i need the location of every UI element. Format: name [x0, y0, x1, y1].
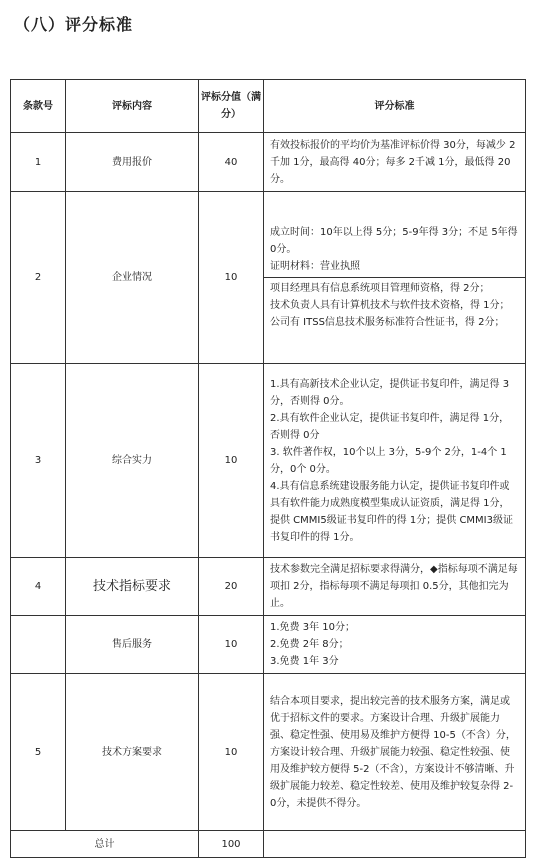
- criteria-line: 1.免费 3年 10分；: [270, 622, 355, 633]
- criteria-line: 2.免费 2年 8分；: [270, 639, 349, 650]
- evaluation-content: 售后服务: [66, 616, 199, 674]
- score-value: 10: [199, 674, 264, 831]
- total-label: 总计: [11, 831, 199, 858]
- header-clause-no: 条款号: [11, 80, 66, 133]
- criteria-line: 证明材料：营业执照: [270, 261, 360, 272]
- criteria-line: 公司有 ITSS信息技术服务标准符合性证书，得 2分；: [270, 317, 505, 328]
- clause-no: 2: [11, 192, 66, 364]
- clause-no: [11, 616, 66, 674]
- table-row: [11, 133, 526, 192]
- header-content: 评标内容: [66, 80, 199, 133]
- score-value: 10: [199, 364, 264, 558]
- total-empty-cell: [264, 831, 526, 858]
- clause-no: 1: [11, 133, 66, 192]
- clause-no: 5: [11, 674, 66, 831]
- header-criteria: 评分标准: [264, 80, 526, 133]
- criteria-text: 结合本项目要求，提出较完善的技术服务方案，满足或优于招标文件的要求。方案设计合理、升级扩展能力强、稳定性强、使用易及维护方便得 10-5（不含）分，方案设计较合理、升级扩展能力较强、稳定性较强、使用及维护较方便得 5-2（不含），方案设计不够清晰、升级扩展能力较差、稳定性较差、使用及维护较复杂得 2-0分，未提供不得分。: [264, 674, 526, 831]
- section-title: （八）评分标准: [14, 15, 134, 34]
- clause-no: 4: [11, 558, 66, 616]
- criteria-line: 4.具有信息系统建设服务能力认定，提供证书复印件或具有软件能力成熟度模型集成认证资质，满足得 1分，提供 CMMI5级证书复印件的得 1分；提供 CMMI3级证书复印件的得 1分。: [270, 480, 513, 543]
- criteria-text: 技术参数完全满足招标要求得满分，◆指标每项不满足每项扣 2分，指标每项不满足每项扣 0.5分，其他扣完为止。: [264, 558, 526, 616]
- score-value: 10: [199, 616, 264, 674]
- score-value: 20: [199, 558, 264, 616]
- clause-no: 3: [11, 364, 66, 558]
- table-header-row: [11, 80, 526, 133]
- evaluation-content: 费用报价: [66, 133, 199, 192]
- evaluation-content: 综合实力: [66, 364, 199, 558]
- table-row: [11, 674, 526, 831]
- criteria-line: 3. 软件著作权，10个以上 3分，5-9个 2分，1-4个 1分，0个 0分。: [270, 446, 507, 475]
- table-row: [11, 558, 526, 616]
- total-row: [11, 831, 526, 858]
- score-value: 10: [199, 192, 264, 364]
- score-value: 40: [199, 133, 264, 192]
- criteria-line: 项目经理具有信息系统项目管理师资格，得 2分；: [270, 283, 490, 294]
- evaluation-content: 技术指标要求: [66, 558, 199, 616]
- criteria-line: 成立时间：10年以上得 5分；5-9年得 3分；不足 5年得 0分。: [270, 227, 518, 255]
- table-row: [11, 616, 526, 674]
- criteria-line: 技术负责人具有计算机技术与软件技术资格，得 1分；: [270, 300, 510, 311]
- criteria-text: 有效投标报价的平均价为基准评标价得 30分，每减少 2千加 1分，最高得 40分；每多 2千减 1分，最低得 20分。: [264, 133, 526, 192]
- table-row: [11, 364, 526, 558]
- criteria-line: 2.具有软件企业认定，提供证书复印件，满足得 1分，否则得 0分: [270, 412, 510, 441]
- header-score: 评标分值（满分）: [199, 80, 264, 133]
- total-score: 100: [199, 831, 264, 858]
- evaluation-content: 企业情况: [66, 192, 199, 364]
- criteria-line: 3.免费 1年 3分: [270, 656, 339, 667]
- scoring-table: [10, 79, 526, 858]
- criteria-line: 1.具有高新技术企业认定，提供证书复印件，满足得 3分，否则得 0分。: [270, 378, 510, 407]
- table-row: [11, 192, 526, 364]
- evaluation-content: 技术方案要求: [66, 674, 199, 831]
